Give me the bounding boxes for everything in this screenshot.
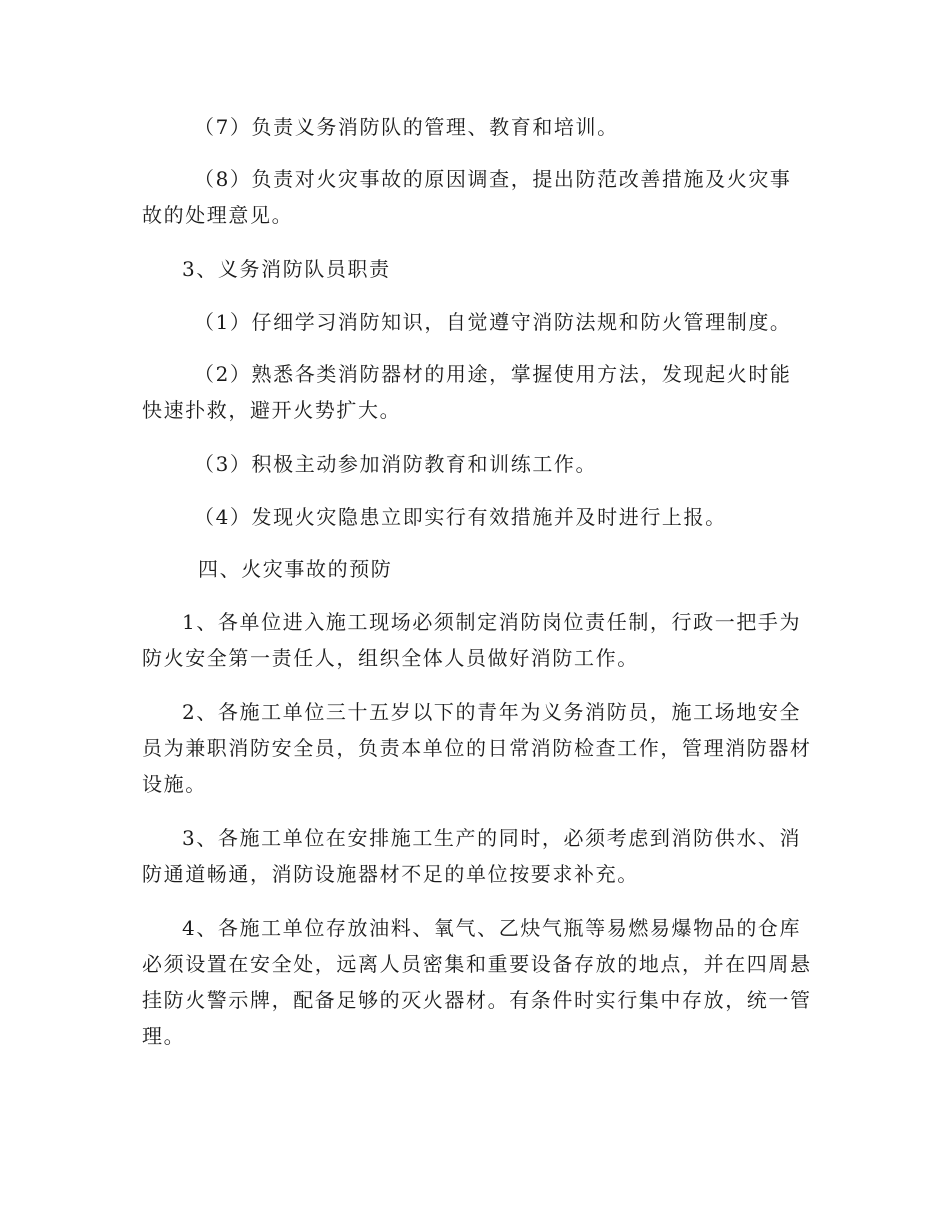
paragraph-item-7: （7）负责义务消防队的管理、教育和培训。 bbox=[194, 115, 619, 139]
prevention-item-1: 1、各单位进入施工现场必须制定消防岗位责任制，行政一把手为防火安全第一责任人，组织全体人员做好消防工作。 bbox=[142, 610, 802, 670]
paragraph-duty-3: （3）积极主动参加消防教育和训练工作。 bbox=[194, 452, 598, 476]
paragraph-duty-4: （4）发现火灾隐患立即实行有效措施并及时进行上报。 bbox=[194, 505, 727, 529]
prevention-item-4: 4、各施工单位存放油料、氧气、乙炔气瓶等易燃易爆物品的仓库必须设置在安全处，远离人员密集和重要设备存放的地点，并在四周悬挂防火警示牌，配备足够的灭火器材。有条件时实行集中存放，统一管理。 bbox=[142, 916, 812, 1048]
paragraph-item-8: （8）负责对火灾事故的原因调查，提出防范改善措施及火灾事故的处理意见。 bbox=[142, 167, 792, 227]
section-heading-3: 3、义务消防队员职责 bbox=[182, 257, 391, 281]
prevention-item-2: 2、各施工单位三十五岁以下的青年为义务消防员，施工场地安全员为兼职消防安全员，负责本单位的日常消防检查工作，管理消防器材设施。 bbox=[142, 700, 812, 796]
paragraph-duty-2: （2）熟悉各类消防器材的用途，掌握使用方法，发现起火时能快速扑救，避开火势扩大。 bbox=[142, 362, 792, 422]
section-heading-4: 四、火灾事故的预防 bbox=[198, 557, 393, 581]
prevention-item-3: 3、各施工单位在安排施工生产的同时，必须考虑到消防供水、消防通道畅通，消防设施器材不足的单位按要求补充。 bbox=[142, 826, 802, 886]
paragraph-duty-1: （1）仔细学习消防知识，自觉遵守消防法规和防火管理制度。 bbox=[194, 310, 792, 334]
